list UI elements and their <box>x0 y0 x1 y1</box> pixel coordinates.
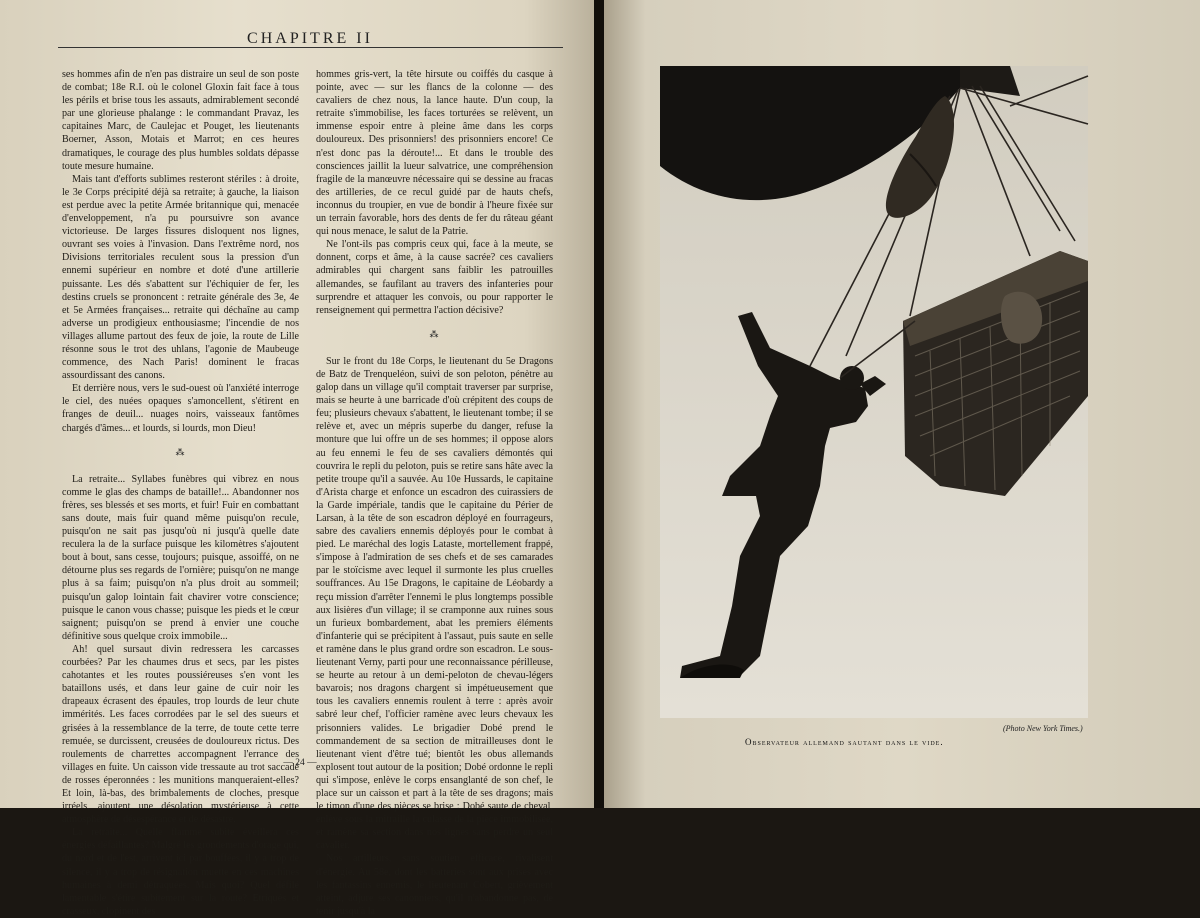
paragraph: hommes gris-vert, la tête hirsute ou coiffés du casque à pointe, avec — sur les flancs de la colonne — des cavaliers de chez nous, la lance haute. D'un coup, la retraite s'immobilise, les faces torturées se relèvent, un immense espoir entre à pleine âme dans les corps douloureux. Des prisonniers! des prisonniers encore! Ce n'est donc pas la déroute!... Et dans le trouble des consciences jaillit la lueur salvatrice, une compréhension fragile de la manœuvre nécessaire qui se dessine au fracas des artilleries, de ce recul guidé par de hauts chefs, inconnus du troupier, en vue de bondir à l'heure fixée sur un terrain favorable, hors des dents de fer du râteau géant qui nous menace, le salut de la Patrie. <box>316 69 553 238</box>
chapter-heading: CHAPITRE II <box>247 30 373 47</box>
photo-caption: Observateur allemand sautant dans le vide. <box>745 737 944 747</box>
section-ornament: ⁂ <box>175 446 186 457</box>
paragraph: La retraite... Quelle flamme subite éveillera ces énergies défaillantes? Malgré les grondements d'orage qui, du nord et de l'est, arrivent ici par bouffées, il y a trop de silence, il y a trop de résignation muette en ces machines humaines à demi détraquées. Mais quoi? Quel défilé lamentable s'étire subitement sur la route? Etriqués et crasseux, clopinent des <box>62 827 299 917</box>
balloon-observer-illustration <box>660 66 1088 718</box>
page-number: — 24 — <box>283 758 317 768</box>
left-page <box>0 0 596 917</box>
paragraph: Nos artilleurs, sans soutien efficace, rivalisent d'énergie. Au 58e, dont les batteries sont aux prises avec les fantassins ennemis, le lieutenant Cobert, grièvement atteint, adjure ses canonniers, qu'il n'abandonne pas, de tenir jusqu'à la <box>316 853 553 917</box>
balloon-photograph <box>660 66 1088 718</box>
paragraph: Et derrière nous, vers le sud-ouest où l'anxiété interroge le ciel, des nuées opaques s'amoncellent, s'étirent en franges de deuil... nuages noirs, vaisseaux fantômes chargés d'âmes... et lourds, si lourds, mon Dieu! <box>62 383 299 434</box>
paragraph: Ah! quel sursaut divin redressera les carcasses courbées? Par les chaumes drus et secs, par les pistes cahotantes et les routes poussiéreuses s'en vont les bataillons usés, et dans leur gaine de cuir noir les drapeaux écrasent des épaules, trop lourds de leur chute immérités. Les faces corrodées par le sel des sueurs et grisées à la ressemblance de la terre, de toute cette terre remuée, se durcissent, creusées de douloureux rictus. Des roulements de charrettes accompagnent l'errance des villages en fuite. Un caisson vide tressaute au trot saccadé de rosses éperonnées : les munitions manqueraient-elles? Et loin, là-bas, des brimbalements de cloches, presque irréels, ajoutent une désolation mystérieuse à cette atmosphère de désespérance et de désastre. <box>62 643 299 826</box>
paragraph: Mais tant d'efforts sublimes resteront stériles : à droite, le 3e Corps précipité déjà sa retraite; à gauche, la liaison est perdue avec la petite Armée britannique qui, menacée d'enveloppement, n'a pu poursuivre son avance victorieuse. De larges fissures disloquent nos lignes, ouvrant ses voies à l'invasion. Dans l'extrême nord, nos Divisions territoriales reculent sous la pression d'un ennemi supérieur en nombre et doté d'une artillerie puissante. Les dés s'abattent sur l'échiquier de fer, les destins cruels se prononcent : retraite générale des 3e, 4e et 5e Armées françaises... retraite qui déchaîne au camp adverse un prodigieux enthousiasme; l'incendie de nos villages allume partout des feux de joie, la route de Lille résonne sous le trot des uhlans, l'agonie de Maubeuge commence, des Nach Paris! dominent le fracas assourdissant des canons. <box>62 173 299 382</box>
paragraph: La retraite... Syllabes funèbres qui vibrez en nous comme le glas des champs de bataille!... Abandonner nos frères, ses blessés et ses morts, et fuir! Fuir en combattant sans doute, mais fuir quand même puisqu'on recule, puisqu'on ne sait pas jusqu'où ni jusqu'à quelle date reculera la de la surface puisque les kilomètres s'ajoutent bout à bout, sans cesse, toujours; puisque, assoiffé, on ne détourne plus ses regards de l'ornière; puisqu'on ne mange plus à sa faim; puisqu'on n'a plus droit au sommeil; puisqu'un galop lointain fait chavirer votre conscience; puisque le canon vous chasse; puisque les pieds et le cœur saignent; puisqu'on se prend à envier une couche définitive sous quelque croix immobile... <box>62 473 299 642</box>
paragraph: ses hommes afin de n'en pas distraire un seul de son poste de combat; 18e R.I. où le colonel Gloxin fait face à tous les périls et brise tous les assauts, admirablement secondé par une glorieuse phalange : le commandant Pravaz, les capitaines Marc, de Caulejac et Pouget, les lieutenants Boerner, Asson, Motais et Marrot; en ces heures dramatiques, le courage des plus humbles soldats dépasse toute mesure humaine. <box>62 69 299 172</box>
paragraph: Ne l'ont-ils pas compris ceux qui, face à la meute, se donnent, corps et âme, à la cause sacrée? ces cavaliers admirables qui chargent sans faiblir les patrouilles allemandes, se faufilant au travers des infanteries pour surprendre et attaquer les convois, ou pour rapporter le renseignement qui permettra l'action décisive? <box>316 239 553 316</box>
section-ornament: ⁂ <box>429 328 440 339</box>
text-column-left <box>62 68 299 917</box>
photo-credit: (Photo New York Times.) <box>1003 724 1083 733</box>
text-column-right <box>316 68 553 917</box>
paragraph: Sur le front du 18e Corps, le lieutenant du 5e Dragons de Batz de Trenqueléon, suivi de son peloton, pénètre au galop dans un village qu'il comptait traverser par surprise, mais se heurte à une barricade d'où crépitent des coups de feu; plusieurs chevaux s'abattent, le lieutenant tombe; il se relève et, avec un mépris superbe du danger, refuse la monture que lui offre un de ses hommes; il oppose alors au feu ennemi le feu de ses cavaliers démontés qui couvrira le repli du peloton, puis se retire sans hâte avec la petite troupe qu'il a sauvée. Au 10e Hussards, le capitaine d'Arista charge et enfonce un escadron des cuirassiers de la Garde impériale, tandis que le capitaine du Périer de Larsan, à la tête de son escadron déployé en fourrageurs, sabre des cavaliers ennemis déployés pour le combat à pied. Le maréchal des logis Lataste, mortellement frappé, s'impose à l'admiration de ses chefs et de ses camarades par le stoïcisme avec lequel il surmonte les plus cruelles souffrances. Au 15e Dragons, le capitaine de Léobardy a reçu mission d'arrêter l'ennemi le plus longtemps possible aux lisières d'un village; il se cramponne aux ruines sous un furieux bombardement, abat les premiers éléments d'infanterie qui se précipitent à l'assaut, puis saute en selle et ramène dans le plus grand ordre son escadron. Le sous-lieutenant Verny, parti pour une reconnaissance périlleuse, se heurte au retour à un demi-peloton de chevau-légers bavarois; nos dragons chargent si impétueusement que tous les cavaliers ennemis roulent à terre : après avoir sabré leur chef, l'officier ramène avec leurs chevaux les prisonniers valides. Le brigadier Dobé prend le commandement de sa section de mitrailleuses dont le lieutenant vient d'être tué; bientôt les obus allemands explosent tout autour de la position; Dobé ordonne le repli qui s'impose, enlève le corps ensanglanté de son chef, le place sur un caisson et part à la tête de ses dragons; mais le timon d'une des pièces se brise : Dobé saute de cheval, enlève sous la mitraille la culasse de la pièce immobilisée, et ramène sa section dans nos lignes sans perdre un seul cavalier. <box>316 355 553 852</box>
heading-rule <box>58 47 563 48</box>
